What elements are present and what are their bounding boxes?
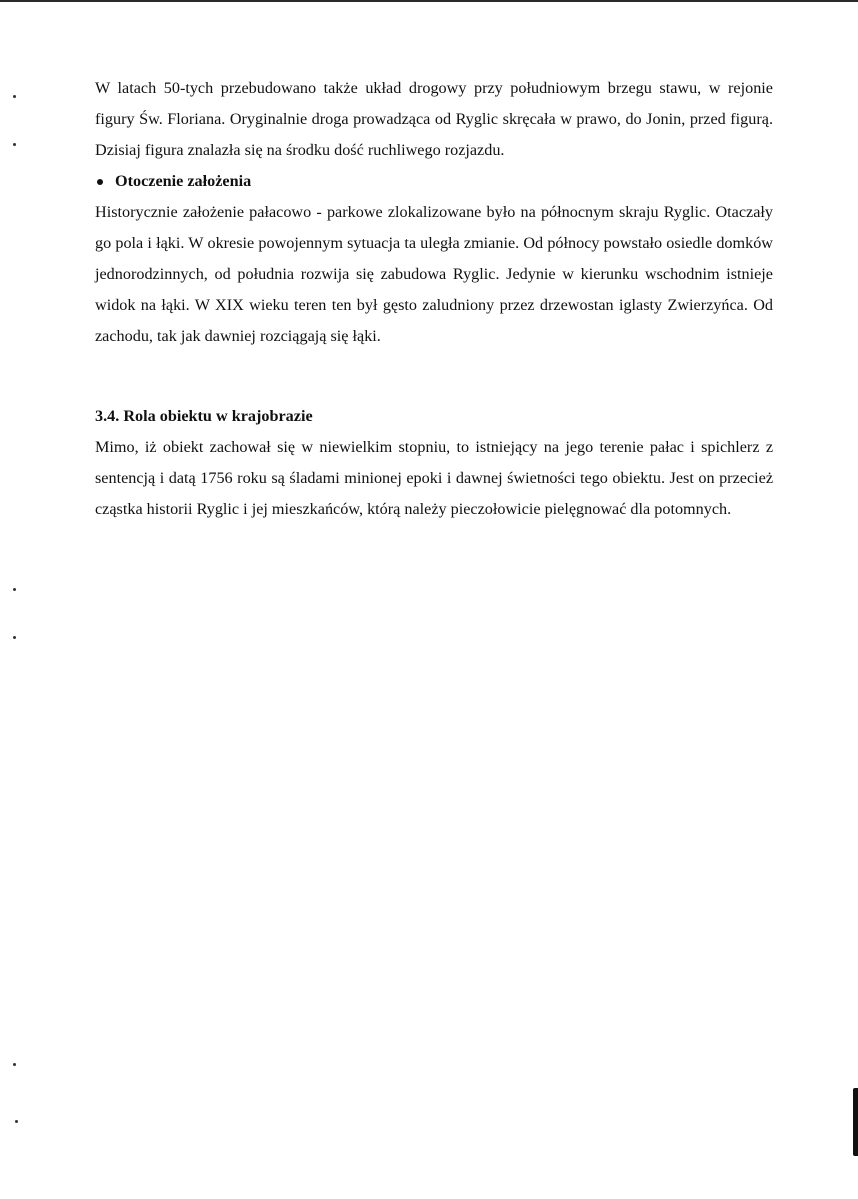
scan-artifact [13,95,16,98]
scan-artifact [13,143,16,146]
paragraph-role: Mimo, iż obiekt zachował się w niewielkim stopniu, to istniejący na jego terenie pałac i spichlerz z sentencją i datą 1756 roku są śladami minionej epoki i dawnej świetności tego obiektu. Jest on przecież cząstka historii Ryglic i jej mieszkańców, którą należy pieczołowicie pielęgnować dla potomnych. [95,438,773,518]
document-body [95,73,773,525]
scan-artifact [13,1063,16,1066]
scan-artifact [13,636,16,639]
section-title: 3.4. Rola obiektu w krajobrazie [95,407,313,425]
section-spacer [95,352,773,401]
scan-artifact [13,588,16,591]
bullet-heading-text: Otoczenie założenia [115,172,252,190]
scan-artifact [15,1120,18,1123]
bullet-heading-surroundings [95,166,773,197]
scan-top-edge [0,0,858,2]
bullet-icon [97,179,103,185]
paragraph-roads: W latach 50-tych przebudowano także układ drogowy przy południowym brzegu stawu, w rejonie figury Św. Floriana. Oryginalnie droga prowadząca od Ryglic skręcała w prawo, do Jonin, przed figurą. Dzisiaj figura znalazła się na środku dość ruchliwego rozjazdu. [95,79,773,159]
paragraph-surroundings: Historycznie założenie pałacowo - parkowe zlokalizowane było na północnym skraju Ryglic. Otaczały go pola i łąki. W okresie powojennym sytuacja ta uległa zmianie. Od północy powstało osiedle domków jednorodzinnych, od południa rozwija się zabudowa Ryglic. Jedynie w kierunku wschodnim istnieje widok na łąki. W XIX wieku teren ten był gęsto zaludniony przez drzewostan iglasty Zwierzyńca. Od zachodu, tak jak dawniej rozciągają się łąki. [95,203,773,345]
scan-edge-mark [853,1088,858,1156]
